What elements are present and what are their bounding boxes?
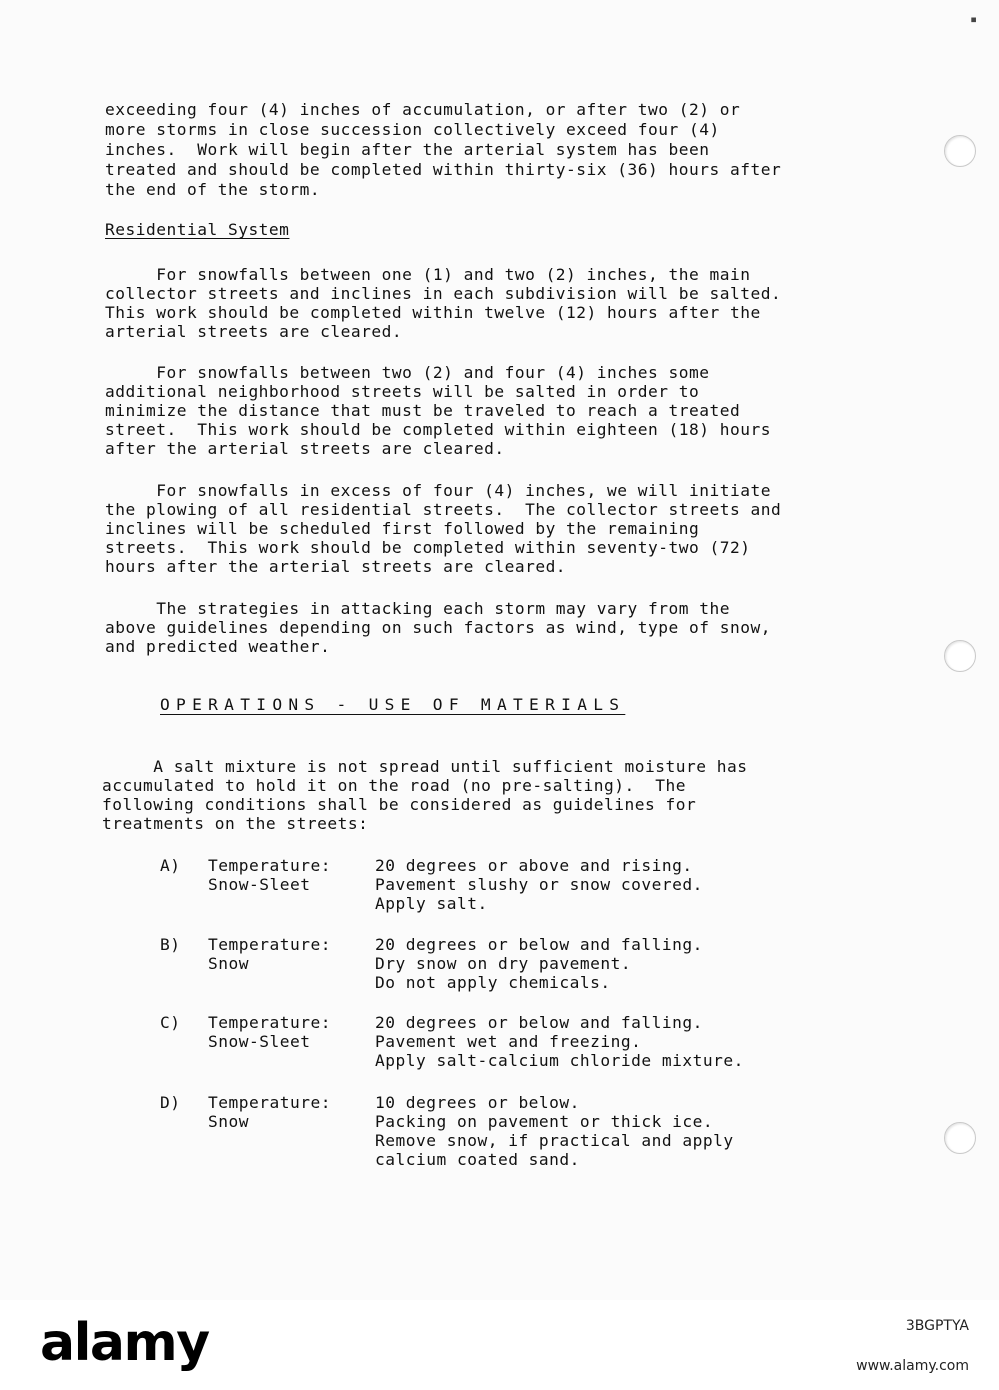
text-line: treated and should be completed within thirty-six (36) hours after xyxy=(105,160,782,179)
condition-letter: A) xyxy=(160,856,181,875)
condition-label: Snow xyxy=(208,954,249,973)
condition-label: Temperature: xyxy=(208,1093,331,1112)
text-line: street. This work should be completed within eighteen (18) hours xyxy=(105,420,771,439)
condition-letter: D) xyxy=(160,1093,181,1112)
condition-label: Temperature: xyxy=(208,856,331,875)
text-line: hours after the arterial streets are cleared. xyxy=(105,557,567,576)
text-line: collector streets and inclines in each subdivision will be salted. xyxy=(105,284,782,303)
text-line: For snowfalls in excess of four (4) inches, we will initiate xyxy=(105,481,771,500)
condition-text: Do not apply chemicals. xyxy=(375,973,611,992)
condition-letter: C) xyxy=(160,1013,181,1032)
condition-text: Pavement wet and freezing. xyxy=(375,1032,642,1051)
image-id-label: 3BGPTYA xyxy=(905,1318,969,1334)
text-line: minimize the distance that must be traveled to reach a treated xyxy=(105,401,741,420)
text-line: This work should be completed within twelve (12) hours after the xyxy=(105,303,761,322)
text-line: accumulated to hold it on the road (no pre-salting). The xyxy=(102,776,687,795)
text-line: inches. Work will begin after the arterial system has been xyxy=(105,140,710,159)
text-line: exceeding four (4) inches of accumulation, or after two (2) or xyxy=(105,100,741,119)
condition-label: Temperature: xyxy=(208,1013,331,1032)
condition-label: Snow-Sleet xyxy=(208,1032,311,1051)
condition-text: Dry snow on dry pavement. xyxy=(375,954,632,973)
stock-watermark-bar xyxy=(0,1300,999,1390)
text-line: streets. This work should be completed within seventy-two (72) xyxy=(105,538,751,557)
text-line: additional neighborhood streets will be salted in order to xyxy=(105,382,700,401)
text-line: arterial streets are cleared. xyxy=(105,322,403,341)
text-line: inclines will be scheduled first followed by the remaining xyxy=(105,519,700,538)
text-line: treatments on the streets: xyxy=(102,814,369,833)
condition-text: Pavement slushy or snow covered. xyxy=(375,875,703,894)
text-line: For snowfalls between two (2) and four (4) inches some xyxy=(105,363,710,382)
alamy-logo: alamy xyxy=(40,1313,209,1373)
text-line: The strategies in attacking each storm may vary from the xyxy=(105,599,730,618)
text-line: after the arterial streets are cleared. xyxy=(105,439,505,458)
condition-label: Temperature: xyxy=(208,935,331,954)
section-heading-operations: OPERATIONS - USE OF MATERIALS xyxy=(160,695,626,714)
text-line: and predicted weather. xyxy=(105,637,331,656)
condition-text: Remove snow, if practical and apply xyxy=(375,1131,734,1150)
condition-letter: B) xyxy=(160,935,181,954)
text-line: more storms in close succession collectively exceed four (4) xyxy=(105,120,720,139)
text-line: A salt mixture is not spread until sufficient moisture has xyxy=(102,757,748,776)
condition-text: 20 degrees or below and falling. xyxy=(375,935,703,954)
text-line: following conditions shall be considered as guidelines for xyxy=(102,795,697,814)
condition-text: 20 degrees or above and rising. xyxy=(375,856,693,875)
condition-label: Snow xyxy=(208,1112,249,1131)
condition-text: 20 degrees or below and falling. xyxy=(375,1013,703,1032)
condition-text: calcium coated sand. xyxy=(375,1150,580,1169)
condition-text: 10 degrees or below. xyxy=(375,1093,580,1112)
punch-hole xyxy=(944,640,976,672)
condition-label: Snow-Sleet xyxy=(208,875,311,894)
condition-text: Packing on pavement or thick ice. xyxy=(375,1112,714,1131)
scan-mark: ▪ xyxy=(970,12,978,26)
punch-hole xyxy=(944,1122,976,1154)
condition-text: Apply salt-calcium chloride mixture. xyxy=(375,1051,744,1070)
text-line: above guidelines depending on such factors as wind, type of snow, xyxy=(105,618,771,637)
text-line: the plowing of all residential streets. The collector streets and xyxy=(105,500,782,519)
site-url-label: www.alamy.com xyxy=(856,1358,969,1374)
text-line: the end of the storm. xyxy=(105,180,321,199)
condition-text: Apply salt. xyxy=(375,894,488,913)
section-heading-residential: Residential System xyxy=(105,220,290,239)
punch-hole xyxy=(944,135,976,167)
text-line: For snowfalls between one (1) and two (2) inches, the main xyxy=(105,265,751,284)
